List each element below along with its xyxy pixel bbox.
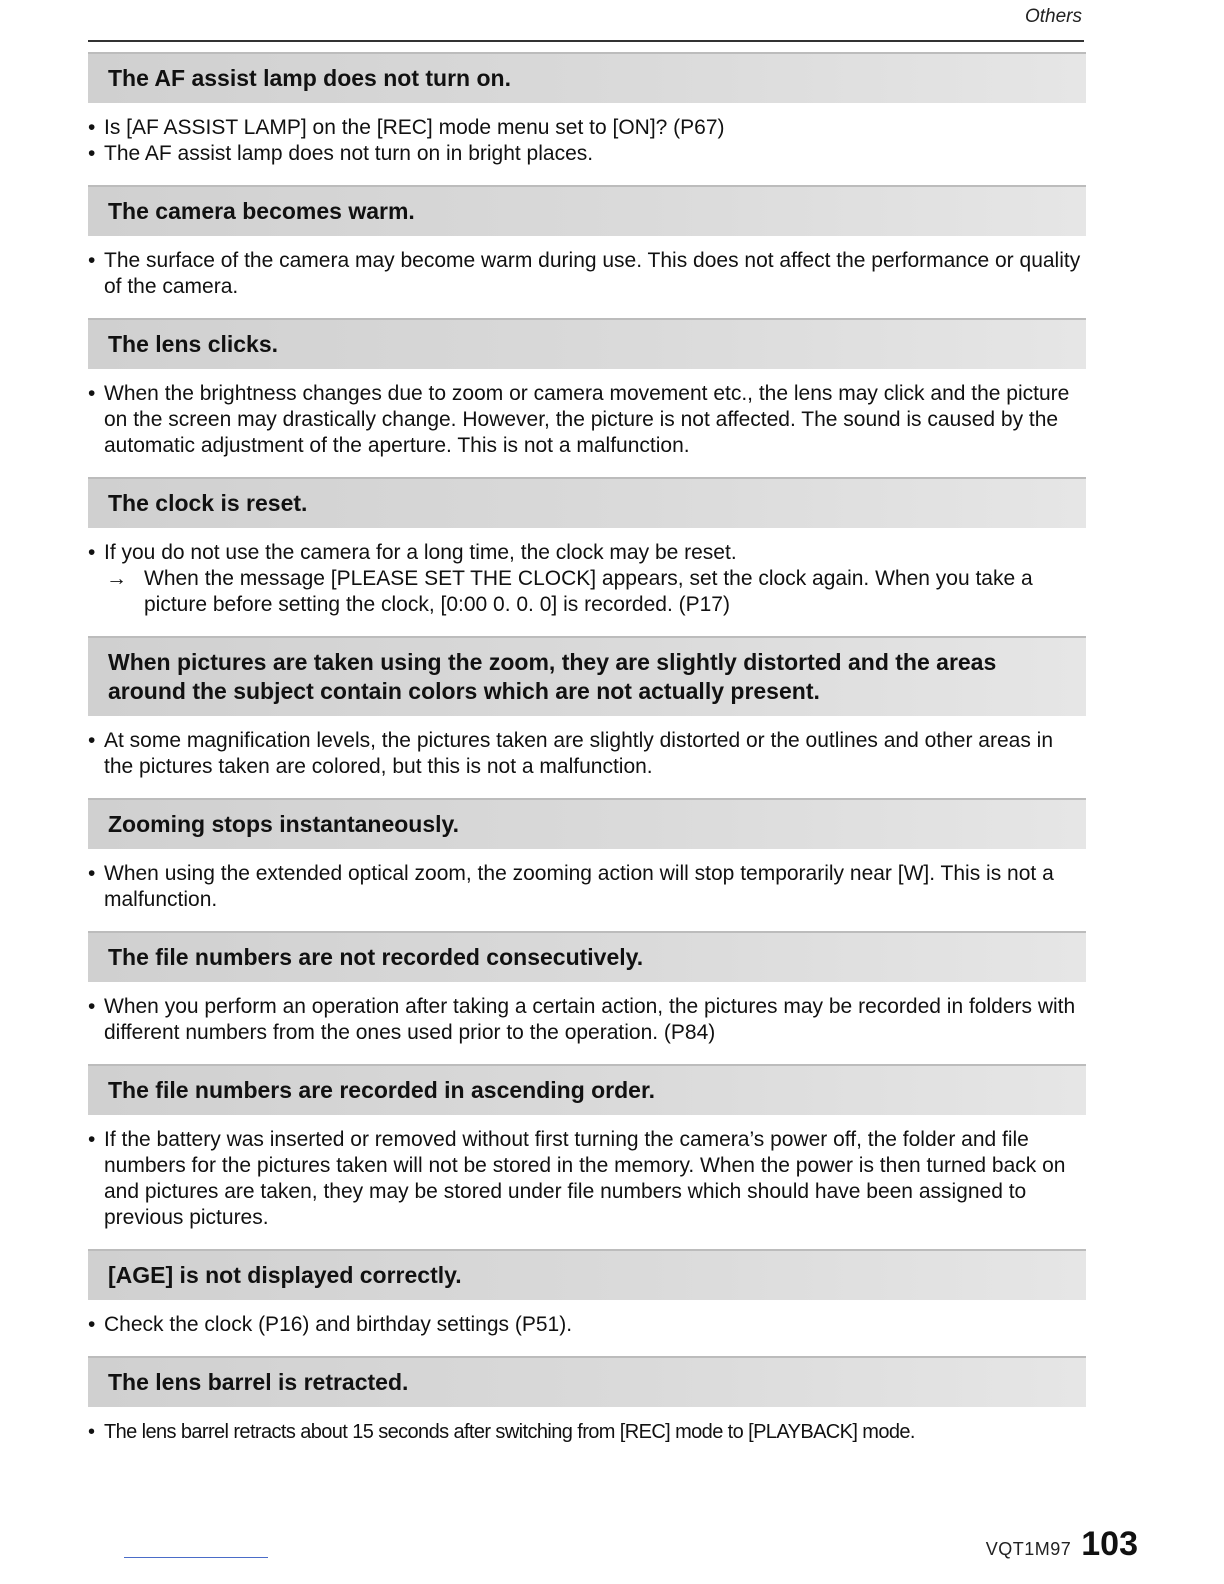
bullet-list xyxy=(88,115,1086,167)
section-title: The camera becomes warm. xyxy=(88,185,1086,236)
bullet-list xyxy=(88,1127,1086,1231)
page-footer xyxy=(986,1525,1138,1564)
bullet-item: • The lens barrel retracts about 15 seconds after switching from [REC] mode to [PLAYBACK] mode. xyxy=(88,1419,1086,1445)
section-title: When pictures are taken using the zoom, they are slightly distorted and the areas around the subject contain colors which are not actually present. xyxy=(88,636,1086,716)
bullet-item: • If the battery was inserted or removed without first turning the camera’s power off, the folder and file numbers for the pictures taken will not be stored in the memory. When the power is then turned back on and pictures are taken, they may be stored under file numbers which should have been assigned to previous pictures. xyxy=(88,1127,1086,1231)
section-title: The AF assist lamp does not turn on. xyxy=(88,52,1086,103)
bullet-item: • The AF assist lamp does not turn on in bright places. xyxy=(88,141,1086,167)
bullet-list xyxy=(88,861,1086,913)
troubleshooting-content xyxy=(88,52,1086,1445)
section-lens-barrel-retracted xyxy=(88,1356,1086,1445)
bullet-item: • Check the clock (P16) and birthday settings (P51). xyxy=(88,1312,1086,1338)
bullet-list xyxy=(88,1419,1086,1445)
bullet-item: • Is [AF ASSIST LAMP] on the [REC] mode menu set to [ON]? (P67) xyxy=(88,115,1086,141)
section-title: The lens barrel is retracted. xyxy=(88,1356,1086,1407)
bullet-list xyxy=(88,728,1086,780)
section-lens-clicks xyxy=(88,318,1086,459)
bullet-item: • At some magnification levels, the pictures taken are slightly distorted or the outlines and other areas in the pictures taken are colored, but this is not a malfunction. xyxy=(88,728,1086,780)
header-divider xyxy=(88,40,1084,42)
bottom-rule xyxy=(124,1557,268,1558)
sub-bullet-item xyxy=(88,566,1086,618)
section-zoom-distortion xyxy=(88,636,1086,780)
section-title: Zooming stops instantaneously. xyxy=(88,798,1086,849)
section-title: The clock is reset. xyxy=(88,477,1086,528)
section-file-numbers-not-consecutive xyxy=(88,931,1086,1046)
bullet-list xyxy=(88,248,1086,300)
bullet-item: • When you perform an operation after taking a certain action, the pictures may be recorded in folders with different numbers from the ones used prior to the operation. (P84) xyxy=(88,994,1086,1046)
section-title: The file numbers are recorded in ascending order. xyxy=(88,1064,1086,1115)
arrow-right-icon: → xyxy=(106,567,127,590)
bullet-list xyxy=(88,994,1086,1046)
section-camera-warm xyxy=(88,185,1086,300)
bullet-list xyxy=(88,1312,1086,1338)
bullet-list xyxy=(88,381,1086,459)
page-number: 103 xyxy=(1081,1525,1138,1563)
section-title: The lens clicks. xyxy=(88,318,1086,369)
bullet-item: • When using the extended optical zoom, the zooming action will stop temporarily near [W]. This is not a malfunction. xyxy=(88,861,1086,913)
section-af-assist-lamp xyxy=(88,52,1086,167)
bullet-item: • If you do not use the camera for a long time, the clock may be reset. xyxy=(88,540,1086,566)
section-clock-reset xyxy=(88,477,1086,618)
bullet-item: • When the brightness changes due to zoom or camera movement etc., the lens may click and the picture on the screen may drastically change. However, the picture is not affected. The sound is caused by the automatic adjustment of the aperture. This is not a malfunction. xyxy=(88,381,1086,459)
section-age-display xyxy=(88,1249,1086,1338)
section-label: Others xyxy=(1024,6,1082,27)
section-title: [AGE] is not displayed correctly. xyxy=(88,1249,1086,1300)
model-code: VQT1M97 xyxy=(985,1539,1072,1559)
sub-bullet-text: When the message [PLEASE SET THE CLOCK] appears, set the clock again. When you take a picture before setting the clock, [0:00 0. 0. 0] is recorded. (P17) xyxy=(144,567,1033,616)
bullet-list xyxy=(88,540,1086,566)
section-title: The file numbers are not recorded consecutively. xyxy=(88,931,1086,982)
bullet-item: • The surface of the camera may become warm during use. This does not affect the performance or quality of the camera. xyxy=(88,248,1086,300)
section-file-numbers-ascending xyxy=(88,1064,1086,1231)
section-zooming-stops xyxy=(88,798,1086,913)
